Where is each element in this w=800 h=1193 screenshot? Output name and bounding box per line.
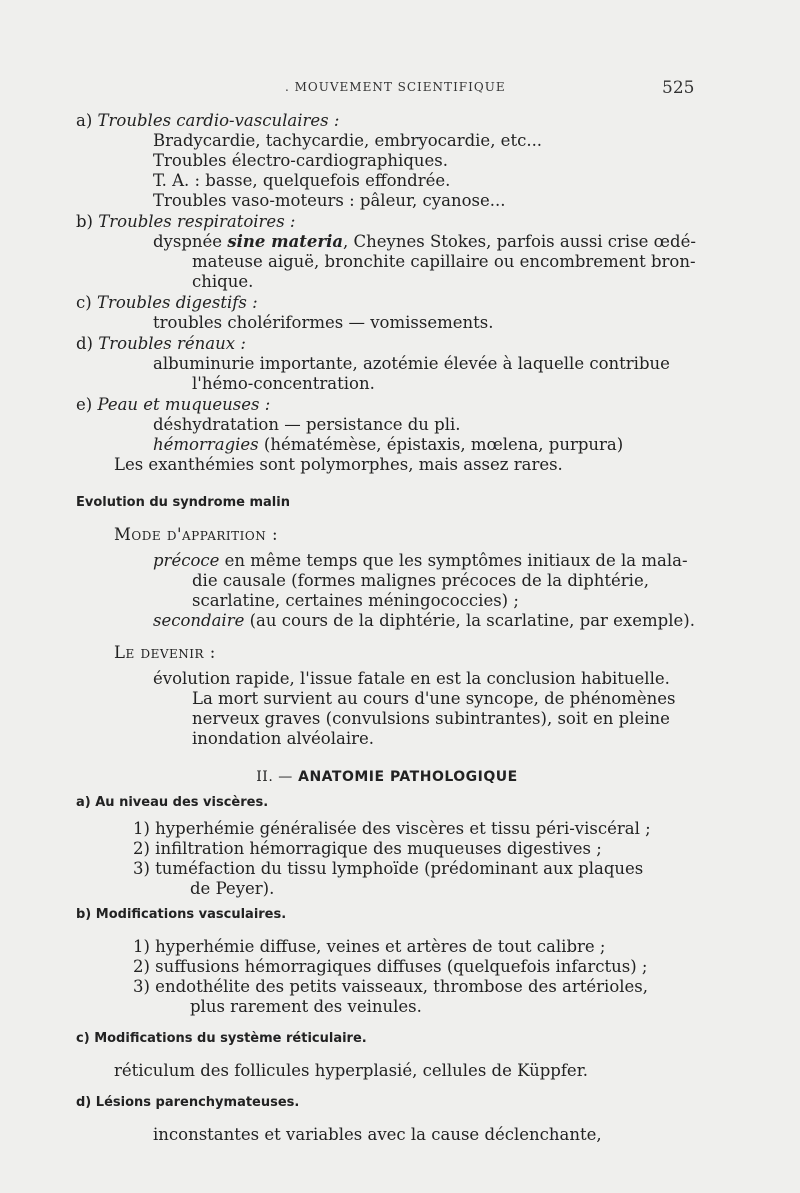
devenir-line: inondation alvéolaire.	[192, 729, 374, 748]
devenir-heading: Le devenir :	[114, 643, 216, 662]
section-b-line: chique.	[192, 272, 254, 291]
devenir-line: évolution rapide, l'issue fatale en est la conclusion habituelle.	[153, 669, 670, 688]
section-d-heading: d) Troubles rénaux :	[76, 334, 246, 353]
anatomie-a-item: 2) infiltration hémorragique des muqueuses digestives ;	[133, 839, 602, 858]
anatomie-c-line: réticulum des follicules hyperplasié, cellules de Küppfer.	[114, 1061, 589, 1080]
anatomie-d-heading: d) Lésions parenchymateuses.	[76, 1095, 300, 1110]
anatomie-a-heading: a) Au niveau des viscères.	[76, 795, 269, 810]
anatomie-b-item: 1) hyperhémie diffuse, veines et artères de tout calibre ;	[133, 937, 606, 956]
mode-heading: Mode d'apparition :	[114, 525, 279, 544]
section-e-line: Les exanthémies sont polymorphes, mais assez rares.	[114, 455, 563, 474]
page-body	[76, 110, 698, 1145]
anatomie-b-item: 2) suffusions hémorragiques diffuses (quelquefois infarctus) ;	[133, 957, 648, 976]
anatomie-a-item: 3) tuméfaction du tissu lymphoïde (prédominant aux plaques	[133, 859, 644, 878]
anatomie-a-item: 1) hyperhémie généralisée des viscères et tissu péri-viscéral ;	[133, 819, 651, 838]
section-a-line: Troubles électro-cardiographiques.	[153, 151, 449, 170]
secondaire-line: secondaire (au cours de la diphtérie, la scarlatine, par exemple).	[153, 611, 695, 630]
anatomie-d-line: inconstantes et variables avec la cause déclenchante,	[153, 1125, 602, 1144]
anatomie-b-heading: b) Modifications vasculaires.	[76, 907, 287, 922]
page-header	[0, 78, 800, 100]
section-a-line: T. A. : basse, quelquefois effondrée.	[153, 171, 451, 190]
section-b-line: mateuse aiguë, bronchite capillaire ou encombrement bron-	[192, 252, 696, 271]
devenir-line: La mort survient au cours d'une syncope, de phénomènes	[192, 689, 676, 708]
precoce-line: die causale (formes malignes précoces de la diphtérie,	[192, 571, 649, 590]
precoce-line: scarlatine, certaines méningococcies) ;	[192, 591, 519, 610]
section-b-line: dyspnée sine materia, Cheynes Stokes, parfois aussi crise œdé-	[153, 232, 696, 251]
anatomie-c-heading: c) Modifications du système réticulaire.	[76, 1031, 367, 1046]
page-number: 525	[662, 78, 695, 98]
section-d-line: l'hémo-concentration.	[192, 374, 375, 393]
anatomie-heading: II. — ANATOMIE PATHOLOGIQUE	[256, 769, 518, 785]
anatomie-b-item-cont: plus rarement des veinules.	[190, 997, 422, 1016]
anatomie-b-item: 3) endothélite des petits vaisseaux, thrombose des artérioles,	[133, 977, 649, 996]
section-d-line: albuminurie importante, azotémie élevée à laquelle contribue	[153, 354, 670, 373]
anatomie-a-item-cont: de Peyer).	[190, 879, 275, 898]
section-e-heading: e) Peau et muqueuses :	[76, 395, 271, 414]
devenir-line: nerveux graves (convulsions subintrantes), soit en pleine	[192, 709, 670, 728]
section-c-heading: c) Troubles digestifs :	[76, 293, 258, 312]
section-b-heading: b) Troubles respiratoires :	[76, 212, 296, 231]
section-c-line: troubles cholériformes — vomissements.	[153, 313, 494, 332]
section-e-line: hémorragies (hématémèse, épistaxis, mœlena, purpura)	[153, 435, 624, 454]
section-a-heading: a) Troubles cardio-vasculaires :	[76, 111, 340, 130]
section-a-line: Bradycardie, tachycardie, embryocardie, etc...	[153, 131, 543, 150]
running-title: . MOUVEMENT SCIENTIFIQUE	[285, 80, 506, 94]
section-e-line: déshydratation — persistance du pli.	[153, 415, 461, 434]
section-a-line: Troubles vaso-moteurs : pâleur, cyanose...	[153, 191, 506, 210]
evolution-heading: Evolution du syndrome malin	[76, 495, 290, 510]
precoce-line: précoce en même temps que les symptômes initiaux de la mala-	[153, 551, 688, 570]
